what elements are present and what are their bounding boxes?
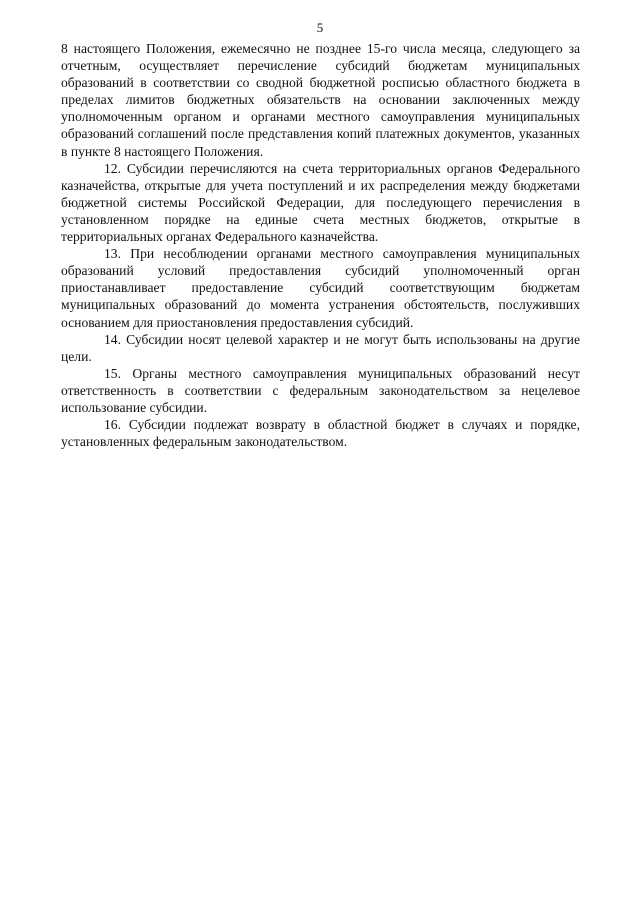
paragraph-16: 16. Субсидии подлежат возврату в областной бюджет в случаях и порядке, установленных федеральным законодательством. bbox=[61, 417, 580, 450]
paragraph-13: 13. При несоблюдении органами местного самоуправления муниципальных образований условий предоставления субсидий уполномоченный орган приостанавливает предоставление субсидий соответствующим бюджетам муниципальных образований до момента устранения обстоятельств, послуживших основанием для приостановления предоставления субсидий. bbox=[61, 246, 580, 330]
document-body bbox=[61, 40, 580, 450]
paragraph-15: 15. Органы местного самоуправления муниципальных образований несут ответственность в соответствии с федеральным законодательством за нецелевое использование субсидии. bbox=[61, 365, 580, 415]
page-number: 5 bbox=[316, 20, 324, 35]
paragraph-14: 14. Субсидии носят целевой характер и не могут быть использованы на другие цели. bbox=[61, 331, 580, 364]
paragraph-continuation: 8 настоящего Положения, ежемесячно не позднее 15-го числа месяца, следующего за отчетным, осуществляет перечисление субсидий бюджетам муниципальных образований в соответствии со сводной бюджетной росписью областного бюджета в пределах лимитов бюджетных обязательств на основании заключенных между уполномоченным органом и органами местного самоуправления муниципальных образований соглашений после представления копий платежных документов, указанных в пункте 8 настоящего Положения. bbox=[61, 41, 580, 159]
paragraph-12: 12. Субсидии перечисляются на счета территориальных органов Федерального казначейства, открытые для учета поступлений и их распределения между бюджетами бюджетной системы Российской Федерации, для последующего перечисления в установленном порядке на единые счета местных бюджетов, открытые в территориальных органах Федерального казначейства. bbox=[61, 160, 580, 245]
